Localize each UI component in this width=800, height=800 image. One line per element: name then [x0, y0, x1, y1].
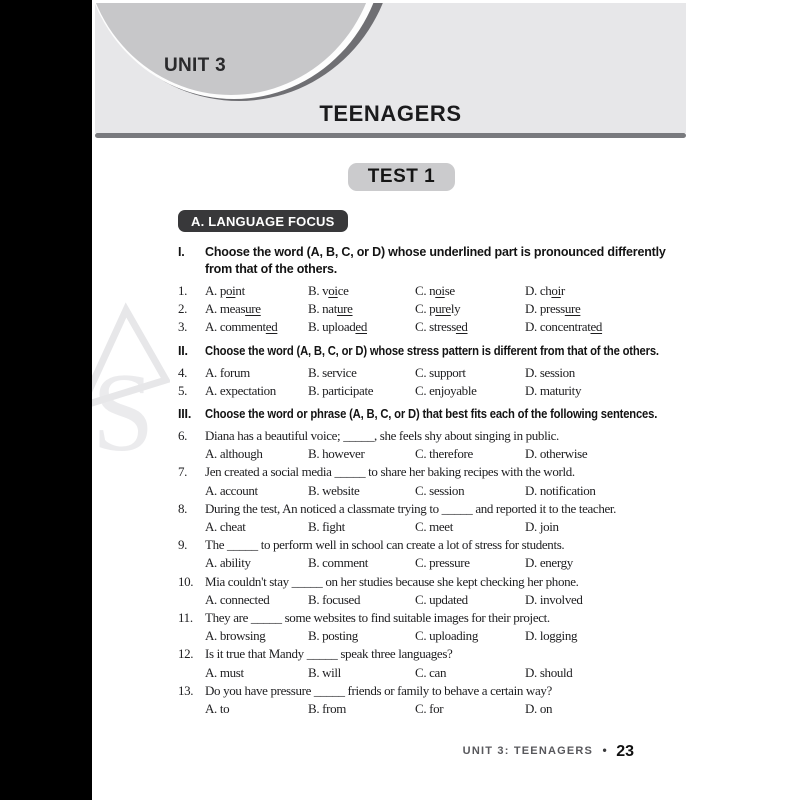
option-letter: B. [308, 664, 323, 680]
question-number: 8. [178, 500, 188, 516]
underlined-part: ed [355, 319, 367, 335]
options-row [205, 318, 668, 336]
options-row [205, 282, 668, 300]
unit-number-label: UNIT 3 [164, 55, 226, 76]
section-iii [178, 406, 668, 718]
unit-corner-circle [95, 3, 378, 95]
answer-option: D. should [525, 664, 573, 680]
answer-option: D. session [525, 364, 575, 380]
question-number: 3. [178, 319, 188, 335]
question-stem-row [178, 463, 668, 481]
answer-option: D. join [525, 519, 559, 535]
question-number: 11. [178, 610, 193, 626]
answer-option: B. posting [308, 628, 358, 644]
option-letter: C. [415, 591, 430, 607]
answer-option: D. pressure [525, 301, 581, 317]
options-indent [178, 518, 205, 536]
options-row [205, 382, 668, 400]
question-options-row [178, 591, 668, 609]
answer-option: C. therefore [415, 446, 473, 462]
answer-option: B. comment [308, 555, 369, 571]
option-letter: D. [525, 555, 540, 571]
section-heading [178, 244, 668, 278]
underlined-part: oi [551, 283, 561, 298]
options-indent [178, 664, 205, 682]
watermark-s-glyph: S [92, 351, 155, 470]
options-indent [178, 627, 205, 645]
question-number: 7. [178, 464, 188, 480]
unit-header [95, 3, 686, 133]
option-letter: B. [308, 283, 323, 298]
option-letter: D. [525, 446, 540, 462]
answer-option: A. although [205, 446, 263, 462]
option-letter: D. [525, 319, 540, 335]
option-letter: A. [205, 701, 220, 717]
options-indent [178, 554, 205, 572]
option-letter: C. [415, 519, 430, 535]
option-letter: C. [415, 628, 430, 644]
option-letter: D. [525, 519, 540, 535]
question-stem-row [178, 682, 668, 700]
section-i [178, 244, 668, 337]
answer-option: B. voice [308, 283, 349, 298]
question-number: 6. [178, 428, 188, 444]
option-letter: C. [415, 446, 430, 462]
question-options-row [178, 482, 668, 500]
answer-option: B. nature [308, 301, 353, 317]
section-heading [178, 406, 668, 423]
question-stem-row [178, 645, 668, 663]
option-letter: B. [308, 301, 323, 317]
section-numeral: II. [178, 343, 188, 358]
underlined-part: ed [590, 319, 603, 335]
option-letter: A. [205, 446, 220, 462]
test-badge: TEST 1 [348, 163, 455, 191]
underlined-part: ed [455, 319, 468, 335]
underlined-part: oi [226, 283, 236, 298]
answer-option: C. updated [415, 591, 468, 607]
answer-option: D. maturity [525, 382, 582, 398]
question-stem-row [178, 573, 668, 591]
underlined-part: ure [564, 301, 581, 317]
option-letter: A. [205, 591, 220, 607]
question-row [178, 364, 668, 382]
option-letter: A. [205, 301, 220, 317]
option-letter: C. [415, 283, 430, 298]
section-numeral: III. [178, 407, 192, 422]
option-letter: B. [308, 555, 323, 571]
question-stem: The _____ to perform well in school can create a lot of stress for students. [205, 537, 565, 553]
question-options-row [178, 554, 668, 572]
option-letter: C. [415, 664, 430, 680]
underlined-part: ure [336, 301, 353, 317]
underlined-part: ed [265, 319, 278, 335]
question-stem-row [178, 427, 668, 445]
question-options-row [178, 664, 668, 682]
question-stem-row [178, 609, 668, 627]
answer-option: A. cheat [205, 519, 246, 535]
question-number: 9. [178, 537, 188, 553]
question-stem: Jen created a social media _____ to share her baking recipes with the world. [205, 464, 575, 480]
answer-option: D. choir [525, 283, 565, 298]
question-stem: They are _____ some websites to find suitable images for their project. [205, 610, 550, 626]
answer-option: A. browsing [205, 628, 266, 644]
answer-option: B. however [308, 446, 365, 462]
options-row [205, 700, 668, 718]
option-letter: A. [205, 519, 220, 535]
option-letter: C. [415, 301, 430, 317]
answer-option: C. enjoyable [415, 382, 477, 398]
options-indent [178, 445, 205, 463]
answer-option: D. involved [525, 591, 583, 607]
option-letter: B. [308, 319, 323, 335]
answer-option: A. account [205, 482, 258, 498]
answer-option: A. point [205, 283, 245, 298]
answer-option: A. commented [205, 319, 278, 335]
language-focus-badge: A. LANGUAGE FOCUS [178, 210, 348, 232]
answer-option: A. measure [205, 301, 261, 317]
answer-option: A. forum [205, 364, 250, 380]
option-letter: D. [525, 482, 540, 498]
answer-option: D. notification [525, 482, 596, 498]
answer-option: A. ability [205, 555, 251, 571]
answer-option: B. website [308, 482, 360, 498]
section-instruction: Choose the word or phrase (A, B, C, or D) that best fits each of the following sentences. [205, 407, 658, 422]
footer-page-number: 23 [616, 743, 634, 760]
option-letter: A. [205, 482, 220, 498]
option-letter: D. [525, 283, 540, 298]
option-letter: B. [308, 701, 323, 717]
question-stem-row [178, 500, 668, 518]
options-indent [178, 700, 205, 718]
question-options-row [178, 445, 668, 463]
option-letter: C. [415, 382, 430, 398]
option-letter: B. [308, 364, 323, 380]
answer-option: B. will [308, 664, 341, 680]
answer-option: B. participate [308, 382, 374, 398]
options-row [205, 445, 668, 463]
question-row [178, 282, 668, 300]
answer-option: C. noise [415, 283, 455, 298]
option-letter: B. [308, 591, 323, 607]
answer-option: B. fight [308, 519, 345, 535]
answer-option: C. purely [415, 301, 461, 317]
answer-option: D. logging [525, 628, 578, 644]
answer-option: B. uploaded [308, 319, 367, 335]
option-letter: A. [205, 283, 220, 298]
underlined-part: oi [435, 283, 445, 298]
option-letter: B. [308, 482, 323, 498]
question-number: 4. [178, 364, 188, 380]
option-letter: C. [415, 482, 430, 498]
option-letter: B. [308, 382, 323, 398]
option-letter: A. [205, 555, 220, 571]
question-stem: Diana has a beautiful voice; _____, she feels shy about singing in public. [205, 428, 559, 444]
options-row [205, 482, 668, 500]
question-options-row [178, 700, 668, 718]
option-letter: A. [205, 628, 220, 644]
option-letter: B. [308, 628, 323, 644]
answer-option: C. stressed [415, 319, 468, 335]
answer-option: B. service [308, 364, 357, 380]
answer-option: D. otherwise [525, 446, 588, 462]
option-letter: A. [205, 664, 220, 680]
question-options-row [178, 627, 668, 645]
option-letter: C. [415, 364, 430, 380]
section-ii [178, 343, 668, 400]
footer-unit-ref: UNIT 3: TEENAGERS [462, 745, 594, 757]
options-indent [178, 591, 205, 609]
answer-option: D. energy [525, 555, 573, 571]
options-row [205, 591, 668, 609]
publisher-logo-watermark [92, 300, 170, 470]
options-indent [178, 482, 205, 500]
question-stem: Is it true that Mandy _____ speak three languages? [205, 646, 453, 662]
question-number: 5. [178, 382, 188, 398]
options-row [205, 518, 668, 536]
answer-option: C. meet [415, 519, 453, 535]
question-stem: Mia couldn't stay _____ on her studies because she kept checking her phone. [205, 573, 579, 589]
header-rule [95, 133, 686, 138]
options-row [205, 364, 668, 382]
question-number: 13. [178, 682, 194, 698]
answer-option: B. focused [308, 591, 361, 607]
option-letter: A. [205, 382, 220, 398]
question-stem: Do you have pressure _____ friends or family to behave a certain way? [205, 682, 552, 698]
options-row [205, 664, 668, 682]
option-letter: D. [525, 701, 540, 717]
question-number: 10. [178, 573, 194, 589]
question-number: 12. [178, 646, 194, 662]
question-row [178, 318, 668, 336]
answer-option: B. from [308, 701, 346, 717]
option-letter: D. [525, 301, 540, 317]
footer-bullet: • [602, 743, 607, 757]
answer-option: C. support [415, 364, 466, 380]
answer-option: A. to [205, 701, 230, 717]
option-letter: C. [415, 555, 430, 571]
section-instruction: Choose the word (A, B, C, or D) whose stress pattern is different from that of the others. [205, 343, 659, 358]
option-letter: D. [525, 664, 540, 680]
scan-edge-strip [0, 0, 92, 800]
options-row [205, 300, 668, 318]
underlined-part: ure [435, 301, 451, 317]
option-letter: C. [415, 319, 430, 335]
question-number: 1. [178, 283, 188, 298]
answer-option: C. for [415, 701, 444, 717]
sections [178, 244, 668, 718]
answer-option: C. pressure [415, 555, 470, 571]
question-options-row [178, 518, 668, 536]
option-letter: A. [205, 364, 220, 380]
option-letter: B. [308, 519, 323, 535]
answer-option: D. concentrated [525, 319, 603, 335]
option-letter: D. [525, 628, 540, 644]
answer-option: A. expectation [205, 382, 276, 398]
option-letter: D. [525, 382, 540, 398]
answer-option: A. must [205, 664, 244, 680]
answer-option: C. session [415, 482, 465, 498]
options-row [205, 627, 668, 645]
option-letter: D. [525, 364, 540, 380]
section-heading [178, 343, 668, 360]
question-stem: During the test, An noticed a classmate trying to _____ and reported it to the teacher. [205, 500, 617, 516]
unit-title: TEENAGERS [319, 101, 462, 126]
question-stem-row [178, 536, 668, 554]
section-instruction: Choose the word (A, B, C, or D) whose underlined part is pronounced differently from that of the others. [205, 245, 666, 276]
underlined-part: oi [328, 283, 338, 298]
answer-option: A. connected [205, 591, 270, 607]
question-number: 2. [178, 301, 188, 317]
question-row [178, 300, 668, 318]
page-footer [178, 743, 634, 761]
underlined-part: ure [245, 301, 261, 317]
options-row [205, 554, 668, 572]
question-row [178, 382, 668, 400]
option-letter: C. [415, 701, 430, 717]
option-letter: B. [308, 446, 323, 462]
option-letter: D. [525, 591, 540, 607]
option-letter: A. [205, 319, 220, 335]
answer-option: C. can [415, 664, 447, 680]
section-numeral: I. [178, 245, 185, 259]
answer-option: C. uploading [415, 628, 478, 644]
answer-option: D. on [525, 701, 553, 717]
